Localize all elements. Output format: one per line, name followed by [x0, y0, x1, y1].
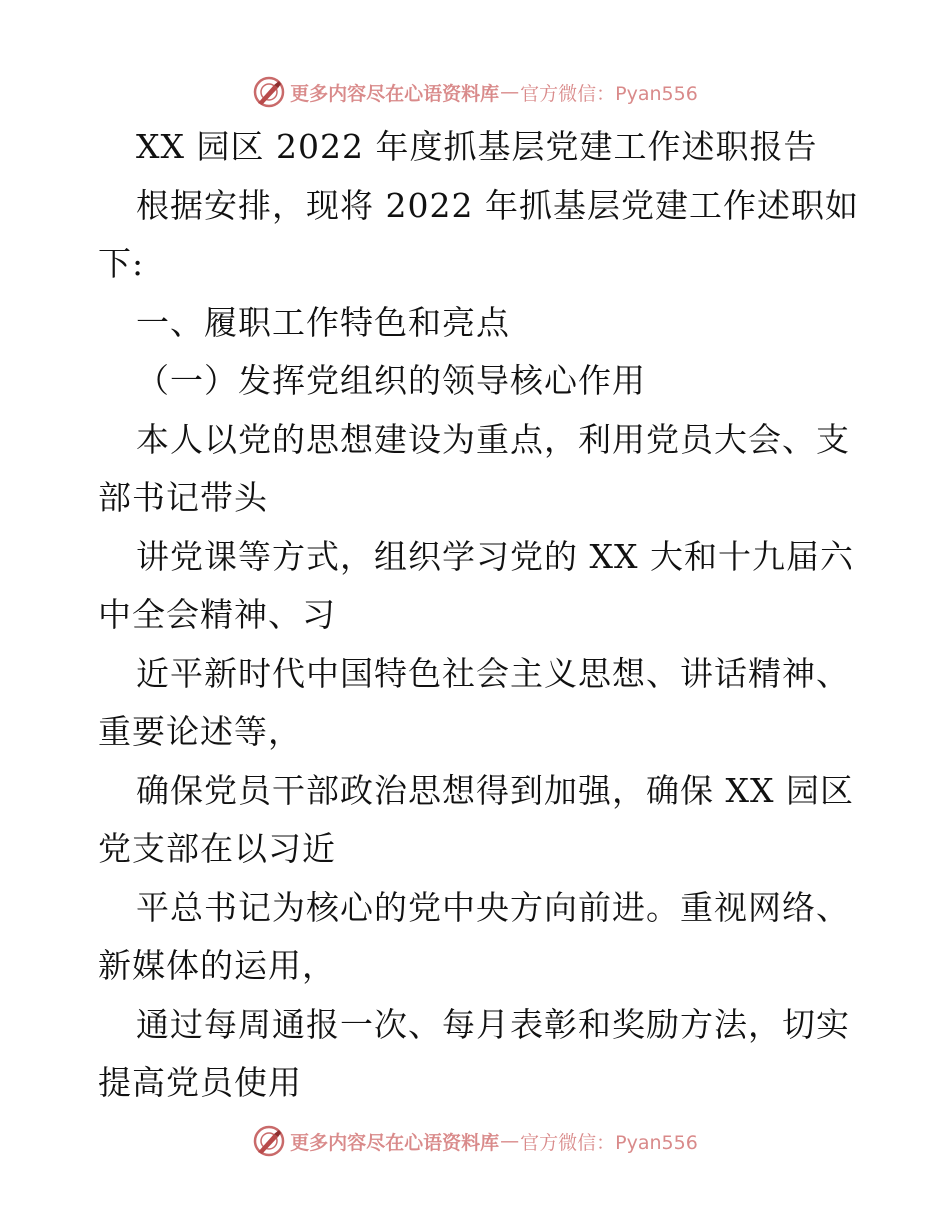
paragraph-line: 部书记带头	[98, 478, 268, 517]
pen-logo-icon	[252, 1124, 286, 1158]
paragraph-line: 确保党员干部政治思想得到加强，确保 XX 园区	[136, 770, 854, 810]
paragraph-line: 本人以党的思想建设为重点，利用党员大会、支	[136, 419, 850, 459]
watermark-separator: —	[500, 1130, 520, 1152]
footer-watermark	[0, 1121, 950, 1161]
subsection-heading: （一）发挥党组织的领导核心作用	[136, 361, 646, 400]
paragraph-line: 平总书记为核心的党中央方向前进。重视网络、	[136, 887, 850, 927]
paragraph-line: 新媒体的运用，	[98, 946, 336, 985]
paragraph-line: 近平新时代中国特色社会主义思想、讲话精神、	[136, 653, 850, 693]
paragraph-line: 根据安排，现将 2022 年抓基层党建工作述职如	[136, 185, 859, 225]
paragraph-line: 中全会精神、习	[98, 595, 336, 634]
watermark-sub-text: 官方微信：Pyan556	[520, 82, 698, 105]
paragraph-line: 讲党课等方式，组织学习党的 XX 大和十九届六	[136, 536, 854, 576]
section-heading: 一、履职工作特色和亮点	[136, 302, 510, 342]
document-body	[98, 118, 858, 1113]
watermark-main-text: 更多内容尽在心语资料库	[290, 82, 500, 105]
watermark-separator: —	[500, 81, 520, 103]
paragraph-line: 通过每周通报一次、每月表彰和奖励方法，切实	[136, 1004, 850, 1044]
watermark-sub-text: 官方微信：Pyan556	[520, 1131, 698, 1154]
document-title: XX 园区 2022 年度抓基层党建工作述职报告	[136, 127, 818, 166]
pen-logo-icon	[252, 75, 286, 109]
paragraph-line: 重要论述等，	[98, 712, 302, 751]
paragraph-line: 下:	[98, 244, 145, 283]
header-watermark	[0, 72, 950, 112]
paragraph-line: 提高党员使用	[98, 1063, 302, 1102]
paragraph-line: 党支部在以习近	[98, 829, 336, 868]
watermark-main-text: 更多内容尽在心语资料库	[290, 1131, 500, 1154]
